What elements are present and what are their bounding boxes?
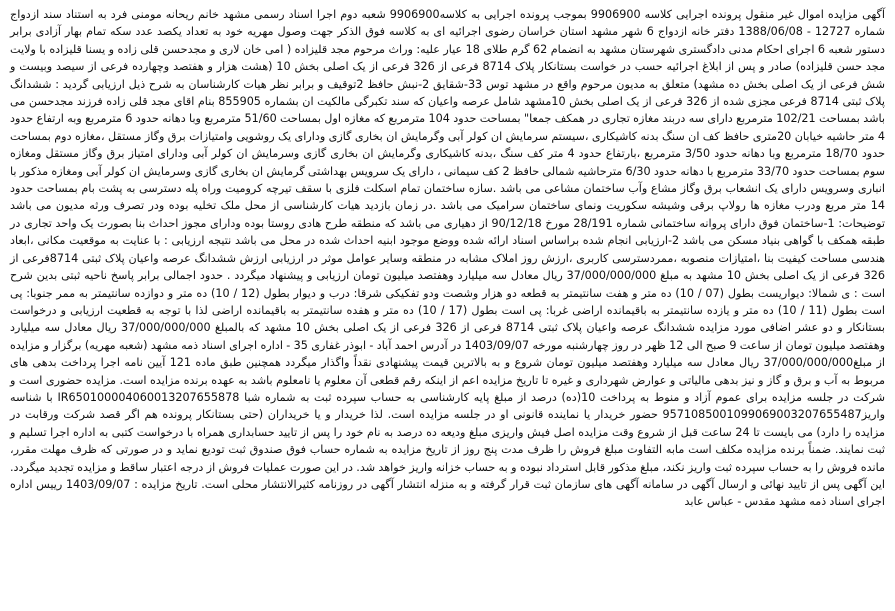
notice-body-text: آگهی مزایده اموال غیر منقول پرونده اجرایی کلاسه 9906900 بموجب پرونده اجرایی به کلاسه9906900 شعبه دوم اجرا اسناد رسمی مشهد خانم ریحانه مومنی فرد به استناد سند ازدواج شماره 12727 - 1388/06/08 دفتر خانه ازدواج 6 شهر مشهد استان خراسان رضوی اجرائیه ای به کلاسه فوق الذکر جهت وصول مهریه خود به تعداد یکصد عدد سکه تمام بهار آزادی برابر دستور شعبه 6 اجرای احکام مدنی دادگستری شهرستان مشهد به انضمام 62 گرم طلای 18 عیار علیه: وراث مرحوم مجد قلیزاده ( امی خان لاری و مجدحسن قلی زاده و یسنا قلیزاده با ولایت مجد حسن قلیزاده) صادر و پس از ابلاغ اجرائیه حسب در خواست بستانکار پلاک 8714 فرعی از 326 فرعی از یک اصلی بخش 10 (هشت هزار و هفتصد وچهارده فرعی از سیصد وبیست و شش فرعی از یک اصلی بخش ده مشهد) متعلق به مدیون مرحوم واقع در مشهد توس 33-شقایق 2-نبش حافظ 2توقیف و برابر نظر هیات کارشناسان به شرح ذیل ارزیابی گردید : ششدانگ پلاک ثبتی 8714 فرعی مجزی شده از 326 فرعی از یک اصلی بخش 10مشهد شامل عرصه واعیان که سند تکبرگی مالکیت ان بشماره 855905 بنام اقای مجد قلی زاده فرزند مجدحسن می باشد بمساحت 102/21 مترمربع دارای سه دربند مغازه تجاری در همکف جمعا" بمساحت حدود 104 مترمربع که مغازه اول بمساحت 51/60 مترمربع وبا دهانه حدود 6 مترمربع وبه ارتفاع حدود 4 متر حاشیه خیابان 20متری حافظ کف ان سنگ بدنه کاشیکاری ،سیستم سرمایش ان کولر آبی وگرمایش ان بخاری گازی ودارای یک روشویی وامتیازات برق وگاز مستقل ،مغازه دوم بمساحت حدود 18/70 مترمربع وبا دهانه حدود 3/50 مترمربع ،بارتفاع حدود 4 متر کف سنگ ،بدنه کاشیکاری وگرمایش ان بخاری گازی وسرمایش ان کولر آبی ودارای امتیاز برق وگاز مستقل ومغازه سوم بمساحت حدود 33/70 مترمربع با دهانه حدود 6/30 مترحاشیه شمالی حافظ 2 کف سیمانی ، دارای یک سرویس بهداشتی گرمایش ان بخاری گازی وسرمایش ان کولر آبی ومغازه مذکور با انباری وسرویس دارای یک انشعاب برق وگاز مشاع وآب ساختمان مشاعی می باشد .سازه ساختمان تمام اسکلت فلزی با سقف تیرچه کرومیت وراه پله دسترسی به پشت بام بمساحت حدود 14 متر مربع ودرب مغازه ها رولاپ برقی وشیشه سکوریت ونمای ساختمان سرامیک می باشد .در زمان بازدید هیات کارشناسی از محل ملک تخلیه بوده ودر تصرف ورثه مدیون می باشد توضیحات: 1-ساختمان فوق دارای پروانه ساختمانی شماره 28/191 مورخ 90/12/18 از دهیاری می باشد که منطقه طرح هادی روستا بوده ودارای مجوز احداث بنا بصورت یک واحد تجاری در طبقه همکف با گواهی بنیاد مسکن می باشد 2-ارزیابی انجام شده براساس اسناد ارائه شده ووضع موجود ابنیه احداث شده در محل می باشد نتیجه ارزیابی : با عنایت به موقعیت مکانی ،ابعاد هندسی مساحت کیفیت بنا ،امتیازات منصوبه ،ممردسترسی کاربری ،ارزش روز املاک مشابه در منطقه وسایر عوامل موثر در ارزیابی ارزش ششدانگ عرصه واعیان پلاک ثبتی 8714فرعی از 326 فرعی از یک اصلی بخش 10 مشهد به مبلغ 37/000/000/000 ریال معادل سه میلیارد وهفتصد میلیون تومان ارزیابی و پیشنهاد میگردد . حدود اجمالی برابر پاسخ ناحیه ثبتی بدین شرح است : ی شمالا: دیواریست بطول (07 / 10) ده متر و هفت سانتیمتر به قطعه دو هزار وشصت ودو تفکیکی شرقا: درب و دیوار بطول (12 / 10) ده متر و دوازده سانتیمتر به ممر جنوبا: پی است بطول (11 / 10) ده متر و یازده سانتیمتر به باقیمانده اراضی غربا: پی است بطول (17 / 10) ده متر و هفده سانتیمتر به باقیمانده اراضی لذا با توجه به قطعیت ارزیابی و درخواست بستانکار و دو عشر اضافی مورد مزایده ششدانگ عرصه واعیان پلاک ثبتی 8714 فرعی از 326 فرعی از یک اصلی بخش 10 مشهد که بالمبلغ 37/000/000/000 ریال معادل سه میلیارد وهفتصد میلیون تومان از ساعت 9 صبح الی 12 ظهر در روز چهارشنبه مورخه 1403/09/07 در آدرس احمد آباد - ابوذر غفاری 35 - اداره اجرای اسناد ذمه مشهد (شعبه مهریه) برگزار و مزایده از مبلغ37/000/000/000 ریال معادل سه میلیارد وهفتصد میلیون تومان شروع و به بالاترین قیمت پیشنهادی نقداً واگذار میگردد همچنین طبق ماده 121 آیین نامه اجرا پرداخت بدهی های مربوط به آب و برق و گاز و نیز بدهی مالیاتی و عوارض شهرداری و غیره تا تاریخ مزایده اعم از اینکه رقم قطعی آن معلوم یا نامعلوم باشد به عهده برنده مزایده است. مزایده حضوری است و شرکت در جلسه مزایده برای عموم آزاد و منوط به پرداخت 10(ده) درصد از مبلغ پایه کارشناسی به حساب سپرده ثبت به شماره شبا IR650100004060013207655878 با شناسه واریز9571085001099069003207655487 حضور خریدار یا نماینده قانونی او در جلسه مزایده است. لذا خریدار و یا خریداران (حتی بستانکار پرونده هم اگر قصد شرکت ورقابت در مزایده را دارد) می بایست تا 24 ساعت قبل از شروع وقت مزایده اصل فیش واریزی مبلغ ودیعه ده درصد به نام خود را پس از تایید حسابداری همراه با درخواست کتبی به اداره اجرا تسلیم و ثبت نمایند. ضمناً برنده مزایده مکلف است مابه التفاوت مبلغ فروش را ظرف مدت پنج روز از تاریخ مزایده به شماره حساب فوق صندوق ثبت تودیع نماید و در صورتی که ظرف مهلت مقرر، مانده فروش را به حساب سپرده ثبت واریز نکند، مبلغ مذکور قابل استرداد نبوده و به حساب خزانه واریز خواهد شد. در این صورت عملیات فروش از درجه اعتبار ساقط و مزایده تجدید میگردد. این آگهی پس از تایید نهائی و ارسال آگهی در سامانه آگهی های سازمان ثبت قرار گرفته و به منزله انتشار آگهی در روزنامه کثیرالانتشار محلی است. تاریخ مزایده : 1403/09/07 رییس اداره اجرای اسناد ذمه مشهد مقدس - عباس عابد [10, 8, 886, 509]
